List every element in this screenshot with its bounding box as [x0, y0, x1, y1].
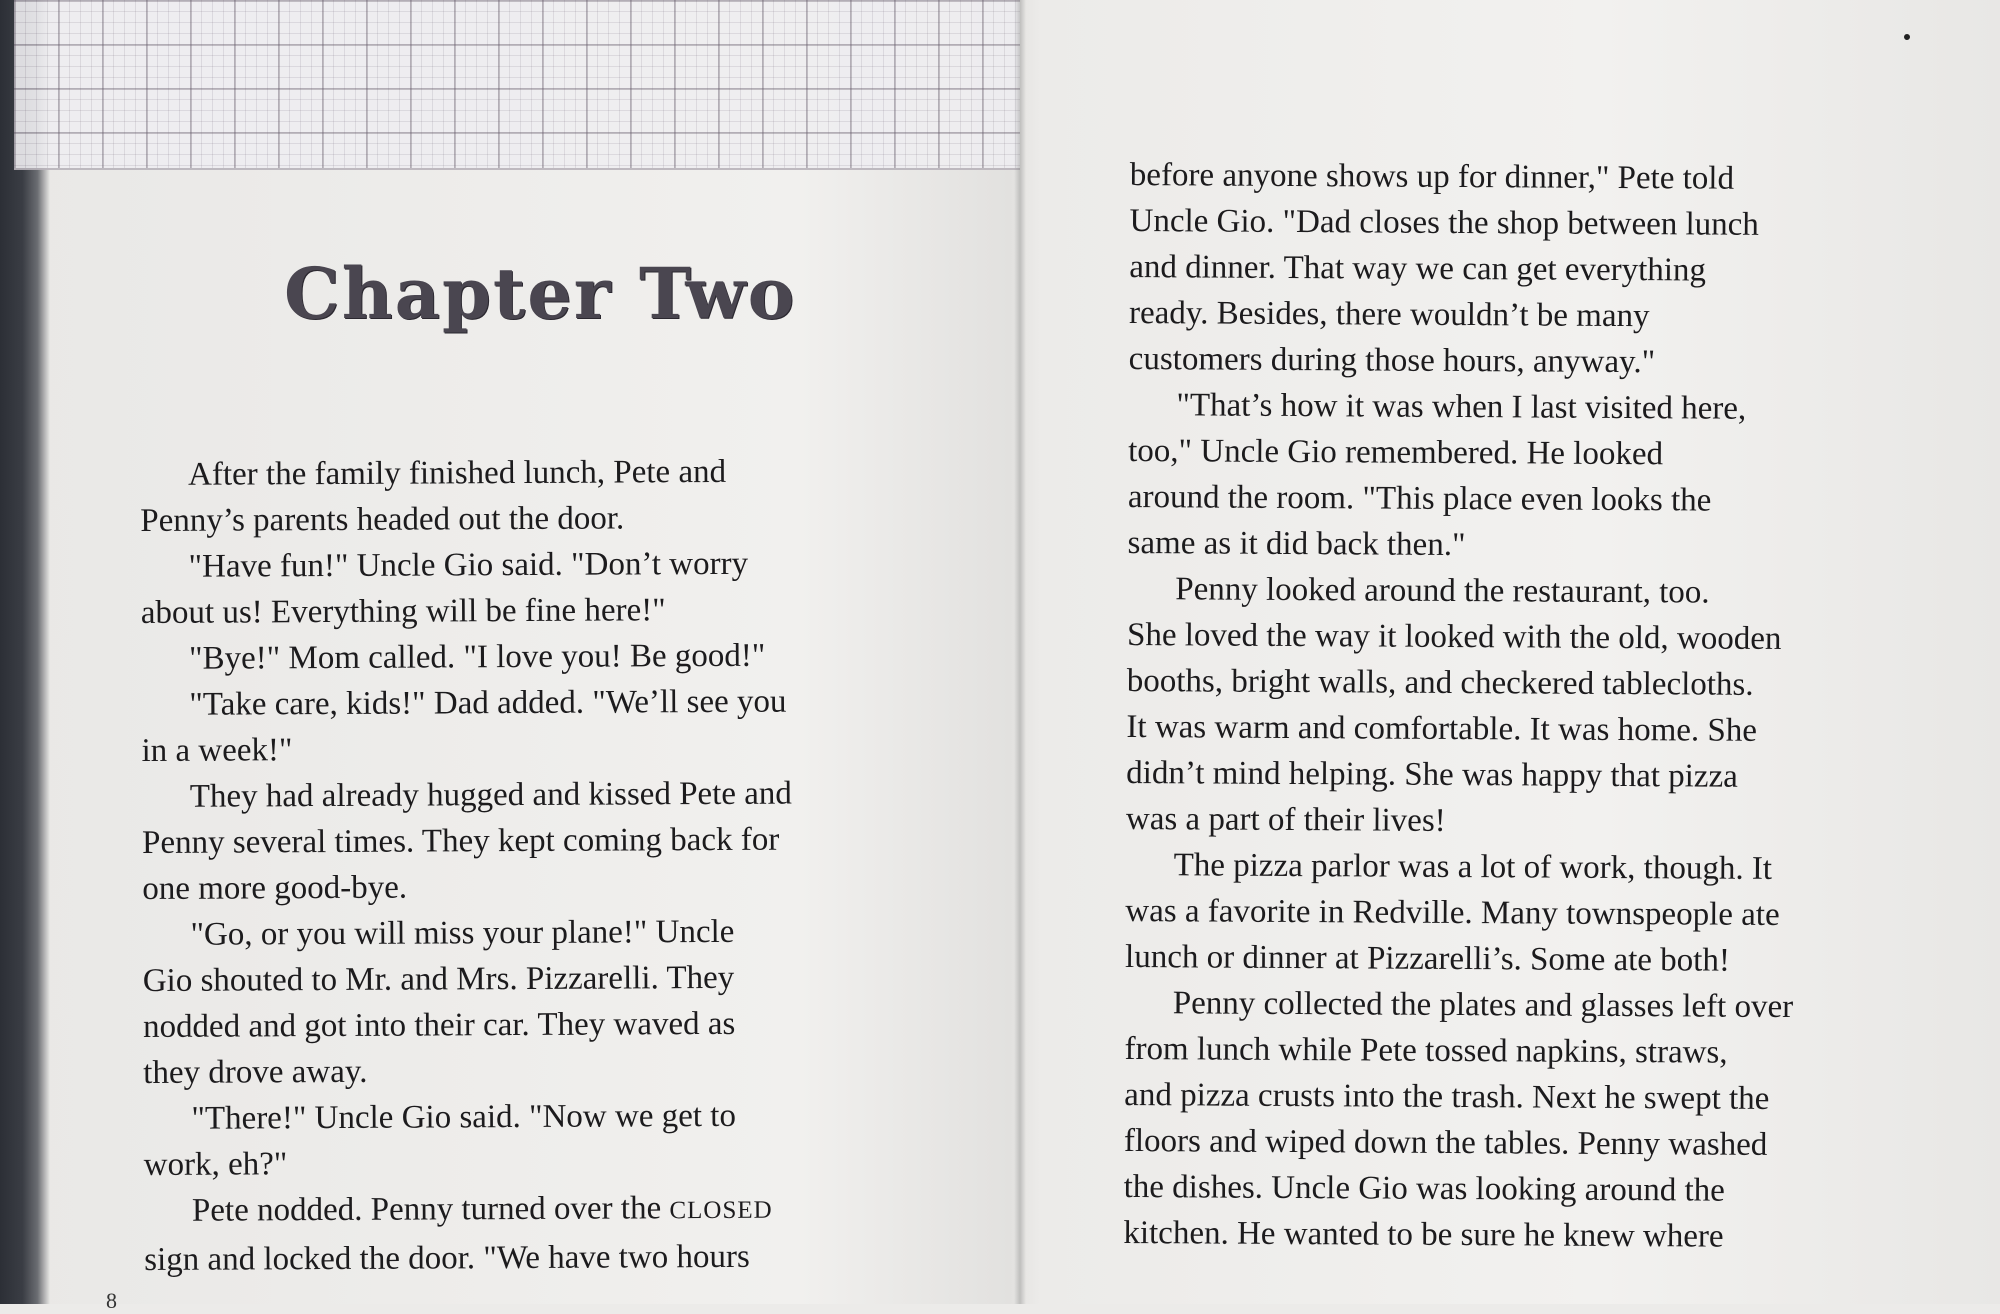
- text-line: the dishes. Uncle Gio was looking around the: [1123, 1168, 1725, 1209]
- left-page-text: [140, 448, 944, 1283]
- right-page-text: [1123, 152, 1910, 1261]
- speck-mark: [1904, 34, 1910, 40]
- text-line: Uncle Gio. "Dad closes the shop between lunch: [1129, 202, 1759, 243]
- text-line: in a week!": [141, 732, 293, 769]
- text-line: around the room. "This place even looks the: [1127, 478, 1712, 519]
- text-line: booths, bright walls, and checkered tablecloths.: [1126, 662, 1754, 703]
- text-line: "Have fun!" Uncle Gio said. "Don’t worry: [188, 545, 749, 585]
- text-line: same as it did back then.": [1127, 524, 1466, 564]
- text-line: nodded and got into their car. They waved as: [142, 1005, 736, 1045]
- text-line: The pizza parlor was a lot of work, though. It: [1173, 847, 1773, 887]
- text-line: too," Uncle Gio remembered. He looked: [1128, 432, 1664, 473]
- text-line: before anyone shows up for dinner," Pete told: [1129, 156, 1735, 197]
- text-line: one more good-bye.: [142, 869, 408, 907]
- closing-line: [144, 1184, 944, 1237]
- text-line: "That’s how it was when I last visited here,: [1176, 387, 1747, 427]
- page-number: 8: [106, 1288, 117, 1313]
- text-line: Penny collected the plates and glasses left over: [1172, 985, 1794, 1026]
- left-page-lines: [140, 448, 944, 1188]
- text-line: "Bye!" Mom called. "I love you! Be good!": [188, 637, 766, 677]
- text-line: floors and wiped down the tables. Penny washed: [1123, 1122, 1768, 1163]
- text-line: didn’t mind helping. She was happy that pizza: [1126, 754, 1738, 795]
- text-line: After the family finished lunch, Pete and: [188, 453, 727, 493]
- text-line: Penny’s parents headed out the door.: [140, 500, 625, 539]
- page-edge-shadow: [0, 0, 50, 1304]
- right-page-lines: [1123, 152, 1910, 1261]
- text-line: "Go, or you will miss your plane!" Uncle: [190, 913, 735, 953]
- checkered-banner: [14, 0, 1020, 170]
- text-line: was a favorite in Redville. Many townspeople ate: [1125, 892, 1780, 933]
- closing-line-text: Pete nodded. Penny turned over the: [191, 1190, 670, 1229]
- text-line: lunch or dinner at Pizzarelli’s. Some ate both!: [1124, 938, 1731, 979]
- text-line: They had already hugged and kissed Pete and: [189, 775, 792, 815]
- book-gutter: [1014, 0, 1026, 1304]
- text-line: from lunch while Pete tossed napkins, straws,: [1124, 1030, 1728, 1071]
- text-line: and dinner. That way we can get everything: [1129, 248, 1707, 289]
- text-line: Gio shouted to Mr. and Mrs. Pizzarelli. They: [142, 959, 735, 999]
- text-line: they drove away.: [143, 1053, 368, 1091]
- text-line: work, eh?": [143, 1146, 288, 1183]
- text-line: "Take care, kids!" Dad added. "We’ll see you: [189, 683, 787, 723]
- text-line: It was warm and comfortable. It was home. She: [1126, 708, 1758, 749]
- text-line: about us! Everything will be fine here!": [140, 592, 666, 631]
- text-line: customers during those hours, anyway.": [1128, 340, 1656, 381]
- text-line: Penny several times. They kept coming back for: [141, 821, 780, 861]
- text-line: ready. Besides, there wouldn’t be many: [1128, 294, 1650, 335]
- text-line: was a part of their lives!: [1125, 800, 1446, 839]
- chapter-title: Chapter Two: [284, 252, 797, 335]
- text-line: kitchen. He wanted to be sure he knew where: [1123, 1214, 1724, 1255]
- text-line: "There!" Uncle Gio said. "Now we get to: [191, 1097, 737, 1137]
- closed-sign-word: CLOSED: [669, 1196, 773, 1225]
- text-line: She loved the way it looked with the old, wooden: [1126, 616, 1782, 657]
- text-line: Penny looked around the restaurant, too.: [1175, 571, 1710, 611]
- text-line: and pizza crusts into the trash. Next he swept the: [1124, 1076, 1770, 1117]
- left-page-last-line: sign and locked the door. "We have two hours: [144, 1238, 750, 1278]
